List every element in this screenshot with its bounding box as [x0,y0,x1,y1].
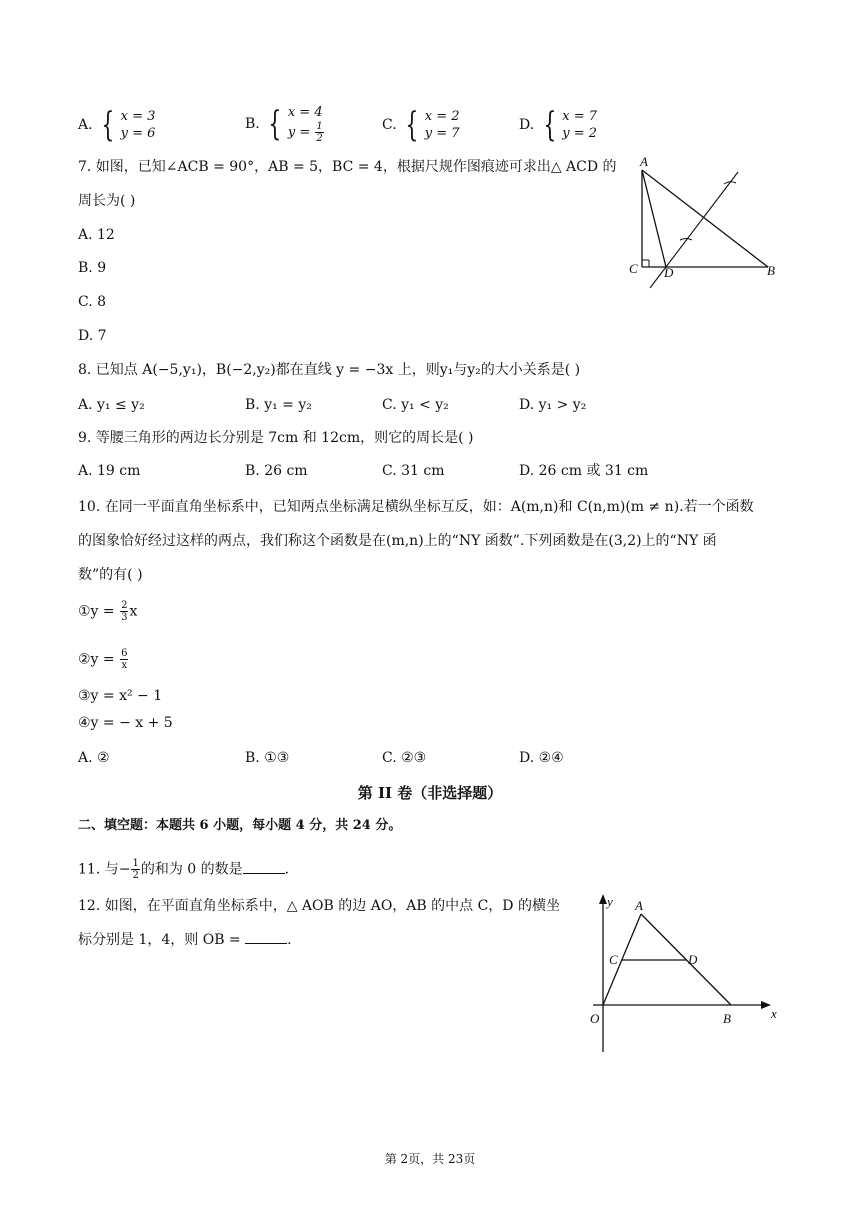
q10-option-c: C. ②③ [382,750,427,766]
point-label-o: O [590,1011,600,1026]
q7-stem-line2: 周长为( ) [78,193,136,209]
point-label-b: B [767,263,775,278]
q10-item-4: ④y = − x + 5 [78,715,173,731]
q9-option-b: B. 26 cm [245,463,308,479]
q7-option-c: C. 8 [78,294,107,310]
system-row: y = [287,125,315,140]
axis-label-x: x [771,1006,777,1021]
answer-blank[interactable] [245,931,287,944]
answer-blank[interactable] [243,861,285,874]
q8-stem: 8. 已知点 A(−5,y₁)，B(−2,y₂)都在直线 y = −3x 上，则y₁与y₂的大小关系是( ) [78,362,581,378]
q12-coordinate-figure [585,892,785,1057]
item-text: . [284,861,290,878]
q8-option-c: C. y₁ < y₂ [382,397,449,413]
system-row: x = 7 [562,109,598,124]
q9-option-d: D. 26 cm 或 31 cm [519,463,649,479]
q9-stem: 9. 等腰三角形的两边长分别是 7cm 和 12cm，则它的周长是( ) [78,430,474,446]
q6-option-c: C. { x = 2 y = 7 [382,105,460,145]
fraction-denominator: 2 [132,870,139,881]
fraction-numerator: 6 [121,648,128,659]
fraction-numerator: 2 [121,600,128,611]
item-text: 11. 与− [78,861,131,878]
system-row: y = 2 [562,126,598,141]
system-row: x = 3 [120,109,156,124]
q10-option-b: B. ①③ [245,750,290,766]
section-title: 第 II 卷（非选择题） [357,784,503,802]
system-row: x = 4 [287,105,323,120]
option-label: C. [382,117,397,133]
item-text: ②y = [78,651,120,668]
section-heading: 二、填空题：本题共 6 小题，每小题 4 分，共 24 分。 [78,818,402,833]
q10-stem-line2: 的图象恰好经过这样的两点，我们称这个函数是在(m,n)上的“NY 函数”.下列函数是在(3,2)上的“NY 函 [78,533,717,549]
point-label-d: D [688,952,698,967]
item-text: 标分别是 1，4，则 OB = [78,932,246,948]
q12-stem-line1: 12. 如图，在平面直角坐标系中，△ AOB 的边 AO，AB 的中点 C，D 的横坐 [78,898,560,914]
q10-stem-line3: 数”的有( ) [78,567,143,583]
item-text: ①y = [78,603,120,620]
q10-stem-line1: 10. 在同一平面直角坐标系中，已知两点坐标满足横纵坐标互反，如：A(m,n)和 C(n,m)(m ≠ n).若一个函数 [78,499,754,515]
system-row: y = 6 [120,126,156,141]
q10-item-3: ③y = x² − 1 [78,688,163,704]
q6-option-b: B. { x = 4 y = $\frac{1}{2}$ [245,104,323,144]
item-text: x [129,603,138,620]
q12-stem-line2 [78,930,292,950]
q8-option-d: D. y₁ > y₂ [519,397,587,413]
q9-option-a: A. 19 cm [78,463,141,479]
page-footer: 第 2页，共 23页 [384,1152,476,1166]
point-label-b: B [723,1011,731,1026]
q6-option-d: D. { x = 7 y = 2 [519,105,598,145]
point-label-c: C [629,261,638,276]
q7-option-d: D. 7 [78,328,107,344]
q7-stem-line1: 7. 如图，已知∠ACB = 90°，AB = 5，BC = 4，根据尺规作图痕迹可求出△ ACD 的 [78,159,617,175]
point-label-a: A [640,154,648,169]
option-label: A. [78,117,93,133]
point-label-c: C [609,952,618,967]
item-text: . [287,932,292,948]
q10-option-d: D. ②④ [519,750,564,766]
q7-triangle-figure [620,150,790,295]
item-text: 的和为 0 的数是 [140,861,243,878]
q6-option-a: A. { x = 3 y = 6 [78,105,156,145]
fraction-numerator: 1 [132,858,139,869]
q10-item-2 [78,648,129,671]
point-label-a: A [635,898,643,913]
q9-option-c: C. 31 cm [382,463,445,479]
q11-stem [78,858,289,881]
q10-item-1 [78,600,137,623]
q8-option-b: B. y₁ = y₂ [245,397,312,413]
fraction-denominator: 2 [316,133,323,144]
q10-option-a: A. ② [78,750,110,766]
fraction-numerator: 1 [316,121,323,132]
option-label: B. [245,116,260,132]
axis-label-y: y [607,894,613,909]
option-label: D. [519,117,535,133]
q8-option-a: A. y₁ ≤ y₂ [78,397,145,413]
q7-option-b: B. 9 [78,260,107,276]
point-label-d: D [664,265,674,280]
system-row: y = 7 [424,126,460,141]
fraction-denominator: x [121,660,128,671]
system-row: x = 2 [424,109,460,124]
q7-option-a: A. 12 [78,227,115,243]
fraction-denominator: 3 [121,612,128,623]
